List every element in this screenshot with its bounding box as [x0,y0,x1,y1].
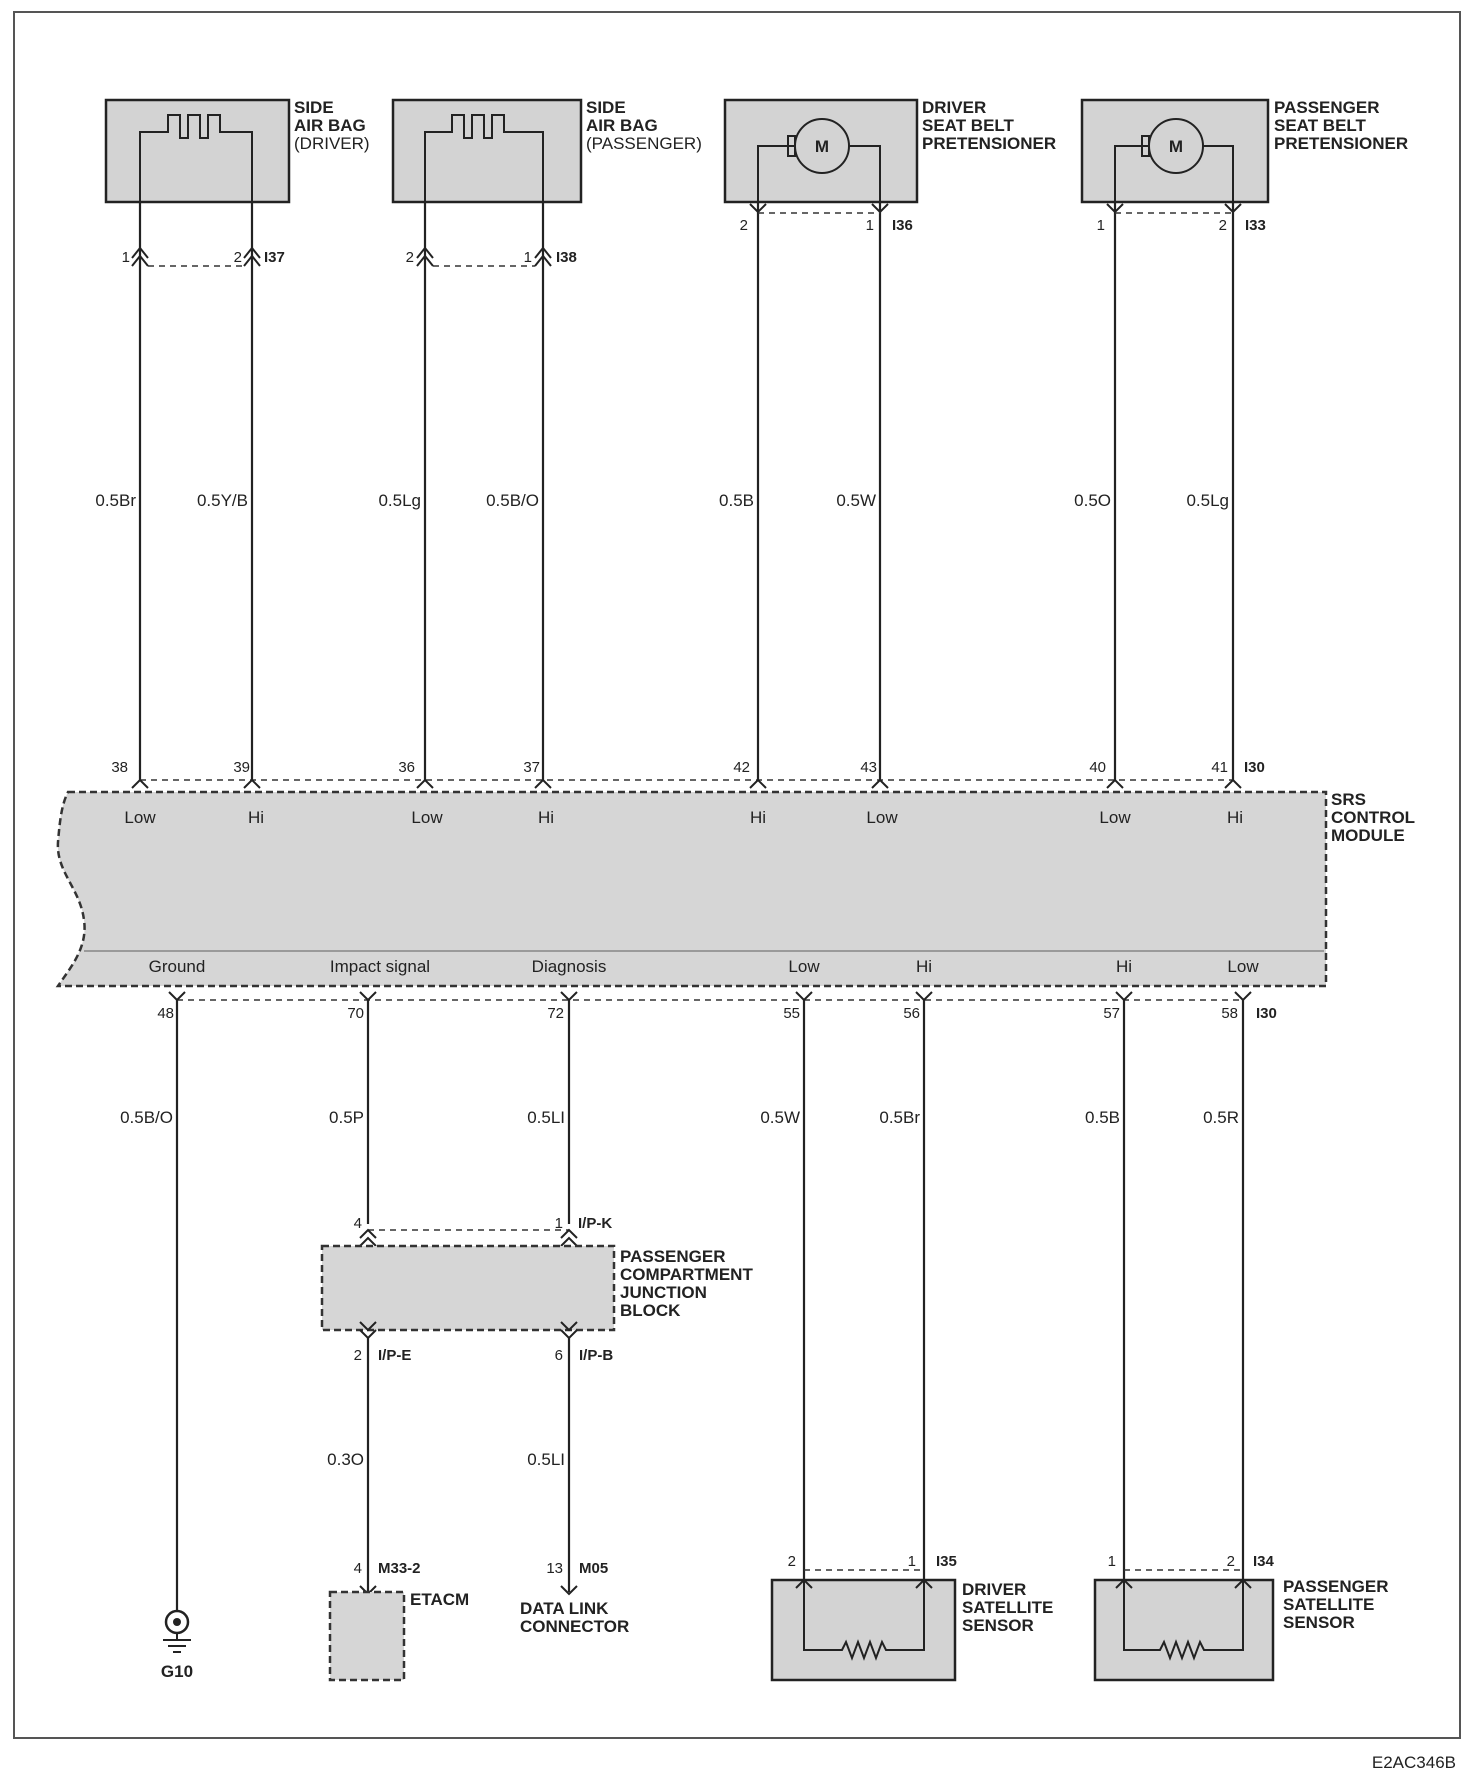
svg-text:43: 43 [860,759,877,776]
svg-text:I/P-K: I/P-K [578,1215,613,1232]
svg-text:57: 57 [1103,1005,1120,1022]
svg-text:Low: Low [788,957,820,976]
svg-text:6: 6 [554,1347,563,1364]
svg-text:CONNECTOR: CONNECTOR [520,1617,630,1636]
svg-text:1: 1 [907,1553,916,1570]
svg-text:SRS: SRS [1331,790,1366,809]
svg-text:M05: M05 [579,1560,609,1577]
svg-text:0.5Br: 0.5Br [879,1108,920,1127]
svg-text:SEAT BELT: SEAT BELT [1274,116,1366,135]
svg-text:Hi: Hi [1226,808,1244,827]
svg-text:I30: I30 [1256,1005,1277,1022]
svg-text:SIDE: SIDE [294,98,334,117]
svg-text:I34: I34 [1253,1553,1274,1570]
svg-text:DRIVER: DRIVER [962,1580,1027,1599]
svg-text:1: 1 [1107,1553,1116,1570]
svg-text:M33-2: M33-2 [378,1560,421,1577]
svg-text:0.5B: 0.5B [719,491,754,510]
svg-text:1: 1 [554,1215,563,1232]
svg-text:Hi: Hi [1115,957,1133,976]
svg-text:PASSENGER: PASSENGER [620,1247,726,1266]
svg-text:Impact signal: Impact signal [329,957,431,976]
svg-text:4: 4 [353,1215,362,1232]
svg-text:0.5LI: 0.5LI [527,1108,565,1127]
svg-text:0.3O: 0.3O [327,1450,364,1469]
svg-text:I/P-E: I/P-E [378,1347,412,1364]
svg-text:SATELLITE: SATELLITE [962,1598,1054,1617]
svg-text:55: 55 [783,1005,800,1022]
svg-text:41: 41 [1211,759,1228,776]
svg-text:Low: Low [1227,957,1259,976]
svg-text:2: 2 [353,1347,362,1364]
svg-text:I38: I38 [556,249,577,266]
svg-text:I35: I35 [936,1553,957,1570]
svg-text:0.5LI: 0.5LI [527,1450,565,1469]
svg-text:M: M [814,137,830,156]
svg-text:0.5B/O: 0.5B/O [486,491,539,510]
svg-text:2: 2 [405,249,414,266]
svg-text:Hi: Hi [537,808,555,827]
svg-text:Low: Low [411,808,443,827]
svg-text:1: 1 [121,249,130,266]
svg-text:SEAT BELT: SEAT BELT [922,116,1014,135]
svg-text:DATA LINK: DATA LINK [520,1599,609,1618]
svg-text:40: 40 [1089,759,1106,776]
svg-text:48: 48 [157,1005,174,1022]
svg-text:0.5B/O: 0.5B/O [120,1108,173,1127]
svg-text:56: 56 [903,1005,920,1022]
svg-text:ETACM: ETACM [410,1590,470,1609]
svg-text:SENSOR: SENSOR [962,1616,1034,1635]
svg-text:I36: I36 [892,217,913,234]
svg-text:Hi: Hi [247,808,265,827]
svg-text:58: 58 [1221,1005,1238,1022]
svg-text:I/P-B: I/P-B [579,1347,614,1364]
svg-text:SATELLITE: SATELLITE [1283,1595,1375,1614]
svg-text:2: 2 [1218,217,1227,234]
svg-text:38: 38 [111,759,128,776]
svg-text:I37: I37 [264,249,285,266]
svg-text:0.5W: 0.5W [760,1108,800,1127]
svg-text:1: 1 [523,249,532,266]
svg-text:72: 72 [547,1005,564,1022]
svg-text:SENSOR: SENSOR [1283,1613,1355,1632]
svg-text:39: 39 [233,759,250,776]
svg-text:1: 1 [865,217,874,234]
svg-text:CONTROL: CONTROL [1331,808,1416,827]
svg-text:PASSENGER: PASSENGER [1274,98,1380,117]
svg-text:0.5P: 0.5P [329,1108,364,1127]
svg-text:(DRIVER): (DRIVER) [294,134,370,153]
svg-text:G10: G10 [160,1662,194,1681]
svg-text:0.5Y/B: 0.5Y/B [196,491,248,510]
svg-text:42: 42 [733,759,750,776]
svg-text:DRIVER: DRIVER [922,98,987,117]
svg-text:0.5O: 0.5O [1074,491,1111,510]
svg-text:JUNCTION: JUNCTION [620,1283,707,1302]
svg-text:PRETENSIONER: PRETENSIONER [1274,134,1409,153]
svg-text:SIDE: SIDE [586,98,626,117]
svg-text:2: 2 [233,249,242,266]
svg-text:0.5Lg: 0.5Lg [378,491,421,510]
svg-text:2: 2 [739,217,748,234]
svg-text:AIR BAG: AIR BAG [294,116,366,135]
svg-text:Hi: Hi [915,957,933,976]
svg-text:0.5B: 0.5B [1085,1108,1120,1127]
svg-text:Ground: Ground [148,957,206,976]
svg-text:2: 2 [787,1553,796,1570]
svg-text:36: 36 [398,759,415,776]
svg-text:70: 70 [347,1005,364,1022]
svg-text:(PASSENGER): (PASSENGER) [586,134,702,153]
svg-text:0.5R: 0.5R [1203,1108,1239,1127]
svg-text:Low: Low [1099,808,1131,827]
svg-text:PASSENGER: PASSENGER [1283,1577,1389,1596]
svg-text:Low: Low [124,808,156,827]
svg-text:13: 13 [546,1560,563,1577]
svg-text:37: 37 [523,759,540,776]
svg-text:0.5Br: 0.5Br [95,491,136,510]
svg-text:Hi: Hi [749,808,767,827]
svg-text:1: 1 [1096,217,1105,234]
svg-text:0.5Lg: 0.5Lg [1186,491,1229,510]
svg-text:Diagnosis: Diagnosis [531,957,607,976]
svg-text:COMPARTMENT: COMPARTMENT [620,1265,753,1284]
svg-text:0.5W: 0.5W [836,491,876,510]
svg-text:I30: I30 [1244,759,1265,776]
svg-text:AIR BAG: AIR BAG [586,116,658,135]
svg-text:MODULE: MODULE [1331,826,1405,845]
svg-text:I33: I33 [1245,217,1266,234]
svg-text:BLOCK: BLOCK [620,1301,681,1320]
svg-text:2: 2 [1226,1553,1235,1570]
svg-text:M: M [1168,137,1184,156]
svg-text:Low: Low [866,808,898,827]
svg-text:4: 4 [353,1560,362,1577]
figure-code: E2AC346B [1371,1753,1456,1772]
svg-text:PRETENSIONER: PRETENSIONER [922,134,1057,153]
